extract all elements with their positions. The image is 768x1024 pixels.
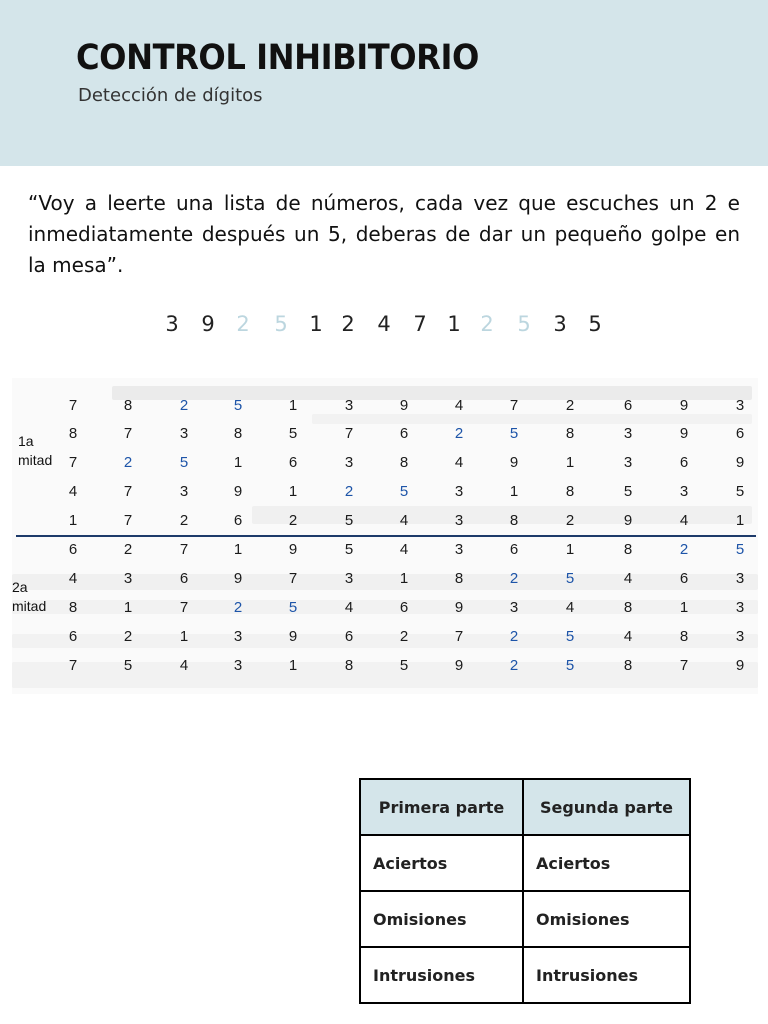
grid-digit: 3: [233, 657, 243, 674]
grid-digit: 8: [623, 657, 633, 674]
example-digit: 2: [236, 312, 250, 336]
grid-digit: 2: [123, 628, 133, 645]
first-part-intrusions-cell[interactable]: Intrusiones: [360, 947, 523, 1003]
grid-digit: 3: [735, 570, 745, 587]
grid-digit: 9: [288, 628, 298, 645]
grid-digit: 5: [565, 570, 575, 587]
grid-digit: 4: [454, 397, 464, 414]
grid-digit: 8: [68, 599, 78, 616]
header-second-part: Segunda parte: [523, 779, 690, 835]
grid-digit: 5: [179, 454, 189, 471]
grid-digit: 5: [344, 512, 354, 529]
grid-digit: 7: [123, 483, 133, 500]
grid-digit: 8: [454, 570, 464, 587]
grid-digit: 3: [344, 454, 354, 471]
grid-digit: 7: [68, 454, 78, 471]
grid-digit: 2: [179, 397, 189, 414]
example-digit: 7: [413, 312, 427, 336]
grid-digit: 9: [399, 397, 409, 414]
grid-digit: 8: [565, 483, 575, 500]
grid-digit: 1: [679, 599, 689, 616]
grid-digit: 3: [233, 628, 243, 645]
example-digit: 5: [588, 312, 602, 336]
example-digit: 2: [480, 312, 494, 336]
score-table-header-row: [360, 779, 690, 835]
grid-digit: 9: [509, 454, 519, 471]
grid-digit: 2: [344, 483, 354, 500]
grid-digit: 1: [123, 599, 133, 616]
header-band: [0, 0, 768, 166]
grid-digit: 3: [179, 483, 189, 500]
grid-digit: 2: [399, 628, 409, 645]
grid-digit: 6: [679, 454, 689, 471]
grid-digit: 3: [454, 512, 464, 529]
grid-digit: 1: [233, 541, 243, 558]
grid-digit: 1: [68, 512, 78, 529]
grid-digit: 9: [454, 599, 464, 616]
grid-digit: 7: [179, 599, 189, 616]
grid-digit: 3: [454, 541, 464, 558]
grid-digit: 1: [288, 657, 298, 674]
grid-digit: 9: [454, 657, 464, 674]
grid-digit: 4: [454, 454, 464, 471]
grid-digit: 1: [399, 570, 409, 587]
example-digit: 5: [274, 312, 288, 336]
grid-digit: 7: [123, 425, 133, 442]
grid-digit: 8: [123, 397, 133, 414]
grid-digit: 6: [399, 599, 409, 616]
grid-digit: 9: [288, 541, 298, 558]
grid-digit: 9: [679, 425, 689, 442]
example-digit: 3: [165, 312, 179, 336]
grid-digit: 6: [623, 397, 633, 414]
grid-digit: 2: [123, 541, 133, 558]
grid-digit: 3: [344, 397, 354, 414]
grid-digit: 8: [509, 512, 519, 529]
grid-digit: 1: [565, 454, 575, 471]
grid-digit: 8: [623, 599, 633, 616]
grid-digit: 3: [623, 425, 633, 442]
grid-digit: 4: [68, 483, 78, 500]
grid-digit: 5: [288, 425, 298, 442]
grid-digit: 4: [623, 628, 633, 645]
grid-digit: 1: [233, 454, 243, 471]
grid-digit: 5: [399, 483, 409, 500]
first-part-hits-cell[interactable]: Aciertos: [360, 835, 523, 891]
grid-digit: 3: [735, 599, 745, 616]
grid-digit: 5: [509, 425, 519, 442]
grid-digit: 2: [454, 425, 464, 442]
grid-digit: 1: [509, 483, 519, 500]
example-digit: 2: [341, 312, 355, 336]
grid-digit: 9: [679, 397, 689, 414]
grid-digit: 6: [399, 425, 409, 442]
grid-digit: 4: [68, 570, 78, 587]
score-row-intrusions: [360, 947, 690, 1003]
grid-digit: 2: [565, 512, 575, 529]
grid-digit: 2: [123, 454, 133, 471]
example-digit: 4: [377, 312, 391, 336]
grid-digit: 1: [735, 512, 745, 529]
grid-digit: 6: [68, 541, 78, 558]
grid-digit: 7: [509, 397, 519, 414]
grid-digit: 9: [233, 483, 243, 500]
second-part-intrusions-cell[interactable]: Intrusiones: [523, 947, 690, 1003]
grid-digit: 7: [123, 512, 133, 529]
grid-digit: 4: [344, 599, 354, 616]
grid-digit: 3: [679, 483, 689, 500]
grid-digit: 9: [623, 512, 633, 529]
instruction-text: “Voy a leerte una lista de números, cada vez que escuches un 2 e inmediatamente después un 5, deberas de dar un pequeño golpe en la mesa”.: [28, 191, 740, 277]
grid-digit: 7: [68, 657, 78, 674]
grid-digit: 6: [288, 454, 298, 471]
grid-digit: 6: [735, 425, 745, 442]
grid-digit: 6: [344, 628, 354, 645]
grid-digit: 1: [288, 483, 298, 500]
grid-digit: 2: [179, 512, 189, 529]
first-half-label: 1a mitad: [18, 433, 53, 468]
score-table: [359, 778, 691, 1004]
grid-digit: 8: [679, 628, 689, 645]
grid-digit: 4: [399, 512, 409, 529]
grid-digit: 3: [344, 570, 354, 587]
grid-digit: 5: [123, 657, 133, 674]
grid-digit: 5: [623, 483, 633, 500]
grid-digit: 7: [68, 397, 78, 414]
grid-digit: 2: [509, 570, 519, 587]
example-digit: 9: [201, 312, 215, 336]
grid-digit: 3: [735, 397, 745, 414]
grid-digit: 4: [623, 570, 633, 587]
header-first-part: Primera parte: [360, 779, 523, 835]
second-part-omissions-cell[interactable]: Omisiones: [523, 891, 690, 947]
half-divider: [16, 535, 756, 537]
grid-digit: 8: [565, 425, 575, 442]
example-digit: 5: [517, 312, 531, 336]
grid-digit: 3: [454, 483, 464, 500]
grid-digit: 6: [509, 541, 519, 558]
example-digit: 1: [309, 312, 323, 336]
grid-digit: 5: [233, 397, 243, 414]
grid-digit: 9: [735, 454, 745, 471]
first-part-omissions-cell[interactable]: Omisiones: [360, 891, 523, 947]
grid-digit: 1: [179, 628, 189, 645]
grid-digit: 6: [679, 570, 689, 587]
grid-digit: 1: [565, 541, 575, 558]
example-digit: 3: [553, 312, 567, 336]
grid-digit: 2: [288, 512, 298, 529]
second-part-hits-cell[interactable]: Aciertos: [523, 835, 690, 891]
grid-digit: 3: [123, 570, 133, 587]
grid-digit: 3: [509, 599, 519, 616]
grid-digit: 4: [399, 541, 409, 558]
grid-digit: 5: [735, 541, 745, 558]
grid-digit: 6: [68, 628, 78, 645]
grid-digit: 5: [399, 657, 409, 674]
grid-digit: 7: [679, 657, 689, 674]
grid-digit: 8: [623, 541, 633, 558]
grid-digit: 8: [399, 454, 409, 471]
grid-digit: 8: [344, 657, 354, 674]
second-half-label: 2a mitad: [12, 579, 47, 614]
grid-digit: 2: [565, 397, 575, 414]
score-row-hits: [360, 835, 690, 891]
grid-digit: 2: [509, 657, 519, 674]
example-sequence: [0, 312, 768, 342]
grid-digit: 9: [735, 657, 745, 674]
grid-digit: 5: [565, 657, 575, 674]
grid-digit: 8: [233, 425, 243, 442]
grid-digit: 9: [233, 570, 243, 587]
grid-digit: 7: [288, 570, 298, 587]
grid-digit: 8: [68, 425, 78, 442]
score-row-omissions: [360, 891, 690, 947]
grid-digit: 4: [565, 599, 575, 616]
grid-digit: 5: [735, 483, 745, 500]
grid-digit: 1: [288, 397, 298, 414]
page-subtitle: Detección de dígitos: [78, 85, 263, 106]
grid-digit: 7: [454, 628, 464, 645]
grid-digit: 7: [344, 425, 354, 442]
grid-digit: 5: [288, 599, 298, 616]
grid-digit: 3: [735, 628, 745, 645]
grid-digit: 2: [233, 599, 243, 616]
example-digit: 1: [447, 312, 461, 336]
grid-digit: 5: [565, 628, 575, 645]
grid-digit: 3: [623, 454, 633, 471]
page-title: CONTROL INHIBITORIO: [76, 38, 479, 78]
grid-digit: 4: [679, 512, 689, 529]
grid-digit: 6: [179, 570, 189, 587]
grid-digit: 2: [679, 541, 689, 558]
grid-digit: 3: [179, 425, 189, 442]
grid-digit: 7: [179, 541, 189, 558]
grid-digit: 6: [233, 512, 243, 529]
grid-digit: 2: [509, 628, 519, 645]
grid-digit: 5: [344, 541, 354, 558]
grid-digit: 4: [179, 657, 189, 674]
